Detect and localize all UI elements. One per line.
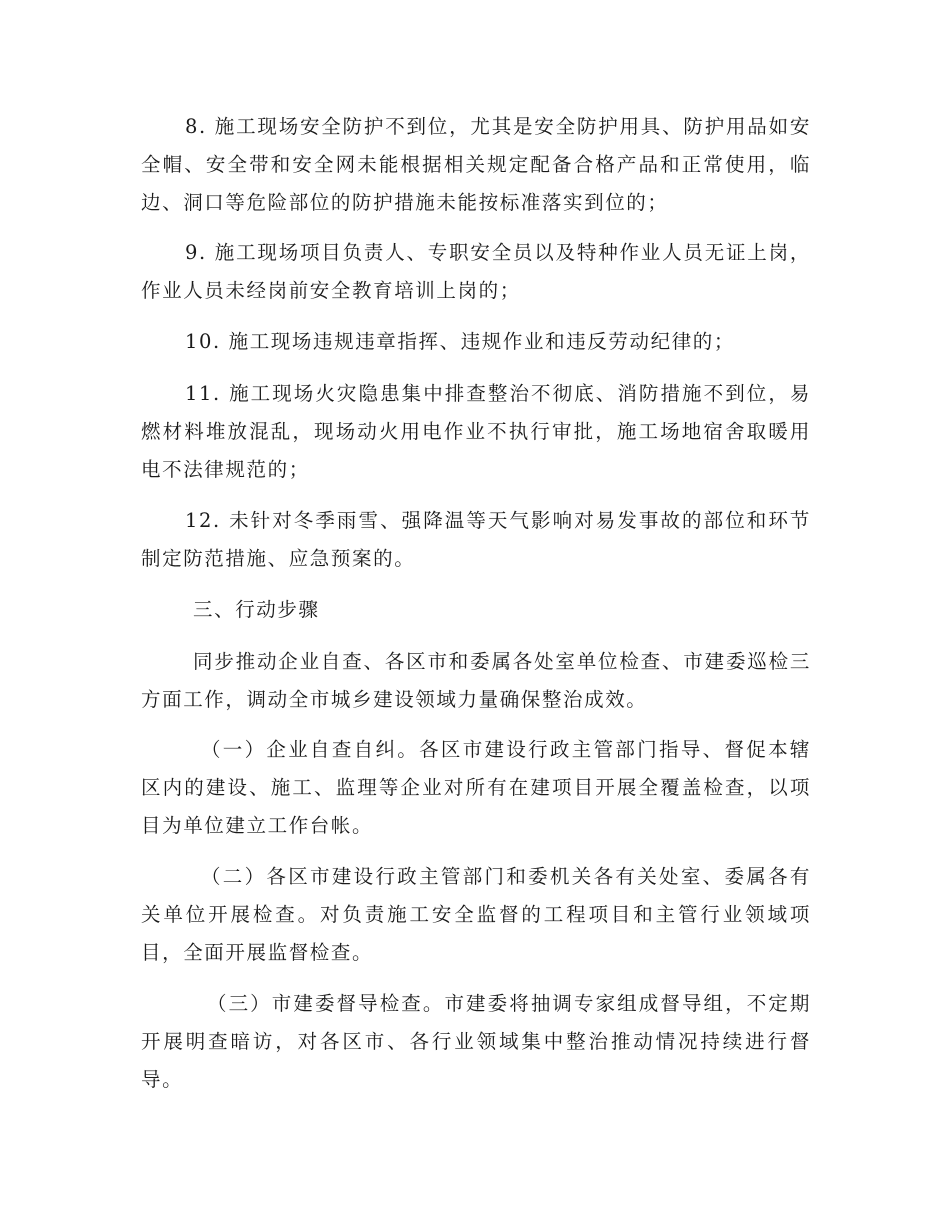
paragraph-item-9: 9. 施工现场项目负责人、专职安全员以及特种作业人员无证上岗，作业人员未经岗前安全教育培训上岗的；	[141, 241, 811, 302]
section-intro-paragraph: 同步推动企业自查、各区市和委属各处室单位检查、市建委巡检三方面工作，调动全市城乡建设领域力量确保整治成效。	[141, 650, 811, 711]
paragraph-item-10: 10. 施工现场违规违章指挥、违规作业和违反劳动纪律的；	[185, 330, 736, 353]
paragraph-item-11: 11. 施工现场火灾隐患集中排查整治不彻底、消防措施不到位，易燃材料堆放混乱，现场动火用电作业不执行审批，施工场地宿舍取暖用电不法律规范的；	[141, 382, 811, 481]
paragraph-item-12: 12. 未针对冬季雨雪、强降温等天气影响对易发事故的部位和环节制定防范措施、应急预案的。	[141, 509, 811, 570]
step-1-paragraph: （一）企业自查自纠。各区市建设行政主管部门指导、督促本辖区内的建设、施工、监理等企业对所有在建项目开展全覆盖检查，以项目为单位建立工作台帐。	[141, 738, 811, 837]
step-2-paragraph: （二）各区市建设行政主管部门和委机关各有关处室、委属各有关单位开展检查。对负责施工安全监督的工程项目和主管行业领域项目，全面开展监督检查。	[141, 865, 811, 964]
section-heading: 三、行动步骤	[193, 598, 320, 621]
paragraph-item-8: 8. 施工现场安全防护不到位，尤其是安全防护用具、防护用品如安全帽、安全带和安全网未能根据相关规定配备合格产品和正常使用，临边、洞口等危险部位的防护措施未能按标准落实到位的；	[141, 115, 811, 214]
step-3-paragraph: （三）市建委督导检查。市建委将抽调专家组成督导组，不定期开展明查暗访，对各区市、各行业领域集中整治推动情况持续进行督导。	[141, 992, 811, 1091]
